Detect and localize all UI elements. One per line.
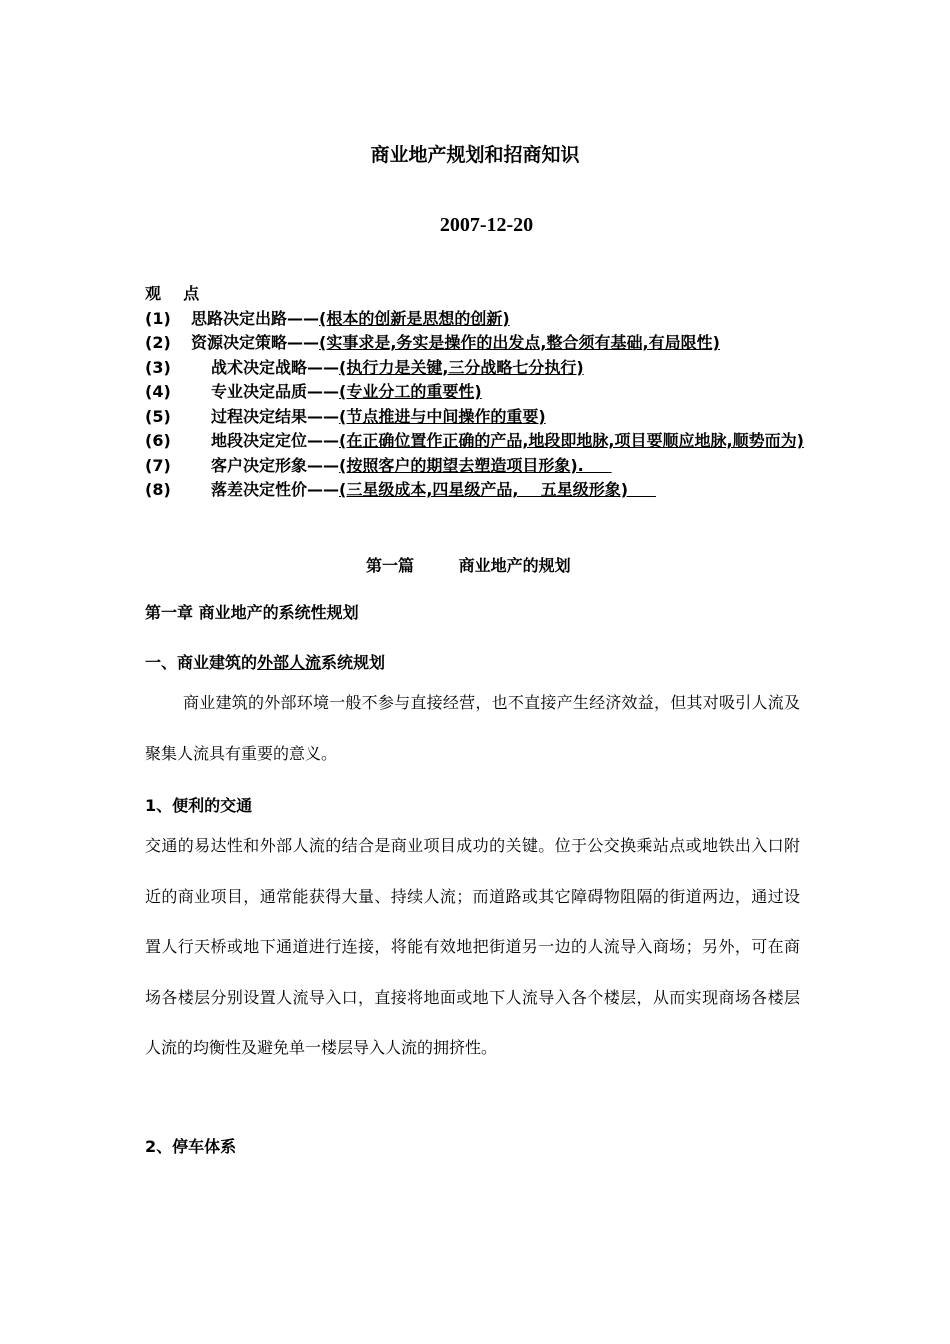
section-heading-underlined: 外部人流 <box>257 653 322 672</box>
viewpoint-detail: (节点推进与中间操作的重要) <box>339 406 546 426</box>
part-title: 第一篇 商业地产的规划 <box>366 556 571 575</box>
viewpoint-item <box>145 356 810 381</box>
subsection-heading-transport: 1、便利的交通 <box>145 796 253 815</box>
viewpoint-item <box>145 331 810 356</box>
viewpoint-main: 资源决定策略—— <box>191 333 320 352</box>
section-heading <box>145 650 385 673</box>
viewpoint-main: 地段决定定位—— <box>211 431 340 450</box>
viewpoint-detail: (按照客户的期望去塑造项目形象). <box>339 455 612 475</box>
viewpoint-item <box>145 405 810 430</box>
viewpoint-item <box>145 454 810 479</box>
viewpoint-item <box>145 307 810 332</box>
viewpoints-list <box>145 282 810 503</box>
viewpoint-main: 思路决定出路—— <box>191 308 320 328</box>
section-paragraph: 商业建筑的外部环境一般不参与直接经营，也不直接产生经济效益，但其对吸引人流及聚集人流具有重要的意义。 <box>145 693 800 763</box>
viewpoint-number: (2) <box>145 333 171 352</box>
viewpoint-main: 专业决定品质—— <box>211 382 340 401</box>
transport-paragraph: 交通的易达性和外部人流的结合是商业项目成功的关键。位于公交换乘站点或地铁出入口附近的商业项目，通常能获得大量、持续人流；而道路或其它障碍物阻隔的街道两边，通过设置人行天桥或地下通道进行连接，将能有效地把街道另一边的人流导入商场；另外，可在商场各楼层分别设置人流导入口，直接将地面或地下人流导入各个楼层，从而实现商场各楼层人流的均衡性及避免单一楼层导入人流的拥挤性。 <box>145 836 800 1057</box>
viewpoint-number: (3) <box>145 357 171 377</box>
viewpoint-detail: (根本的创新是思想的创新) <box>319 308 510 328</box>
viewpoint-number: (4) <box>145 382 171 401</box>
viewpoint-item <box>145 429 810 454</box>
viewpoint-number: (1) <box>145 308 171 328</box>
viewpoint-number: (7) <box>145 455 171 475</box>
document-date: 2007-12-20 <box>439 214 534 236</box>
viewpoint-detail: (在正确位置作正确的产品,地段即地脉,项目要顺应地脉,顺势而为) <box>339 431 804 450</box>
viewpoint-number: (6) <box>145 431 171 450</box>
viewpoint-number: (8) <box>145 480 171 499</box>
viewpoint-detail: (专业分工的重要性) <box>339 382 482 401</box>
viewpoint-item <box>145 380 810 405</box>
viewpoint-detail: (执行力是关键,三分战略七分执行) <box>339 357 584 377</box>
chapter-title: 第一章 商业地产的系统性规划 <box>145 603 359 622</box>
viewpoint-number: (5) <box>145 406 171 426</box>
viewpoint-detail: (三星级成本,四星级产品, 五星级形象) <box>339 480 656 499</box>
viewpoint-main: 客户决定形象—— <box>211 455 340 475</box>
section-heading-prefix: 一、商业建筑的 <box>145 653 258 672</box>
viewpoint-main: 战术决定战略—— <box>211 357 340 377</box>
viewpoint-detail: (实事求是,务实是操作的出发点,整合须有基础,有局限性) <box>319 333 720 352</box>
viewpoint-main: 过程决定结果—— <box>211 406 340 426</box>
section-heading-suffix: 系统规划 <box>321 653 386 672</box>
subsection-heading-parking: 2、停车体系 <box>145 1137 237 1156</box>
document-title: 商业地产规划和招商知识 <box>370 144 580 166</box>
viewpoint-main: 落差决定性价—— <box>211 480 340 499</box>
viewpoint-item <box>145 478 810 503</box>
viewpoints-heading: 观 点 <box>145 284 200 303</box>
